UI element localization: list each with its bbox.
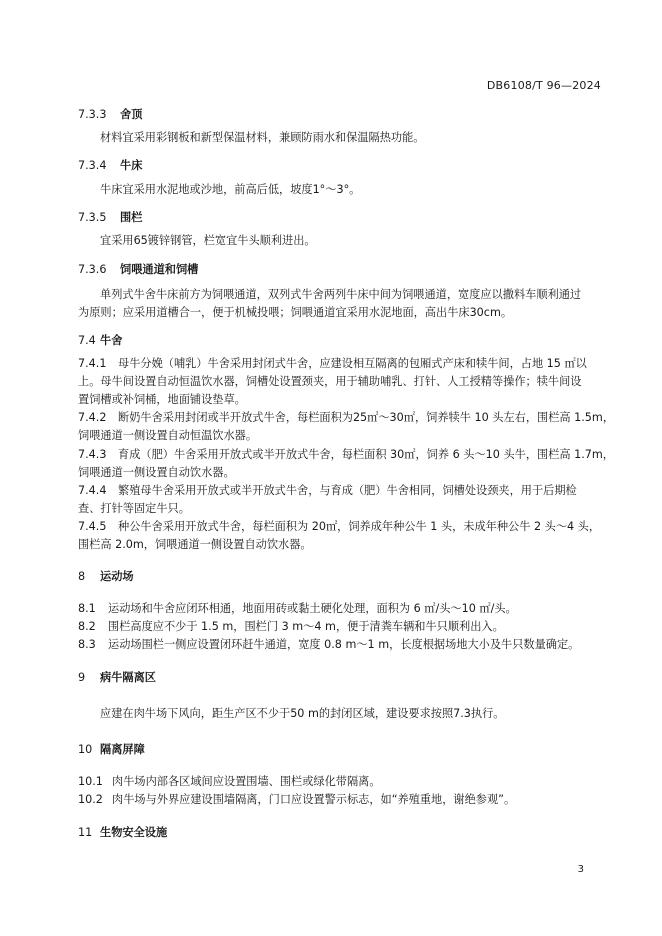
heading-title: 围栏	[120, 211, 143, 224]
clause-line: 育成（肥）牛舍采用开放式或半开放式牛舍，每栏面积 30㎡，饲养 6 头～10 头牛，围栏高 1.7m，	[118, 448, 614, 461]
clause-number: 8.1	[78, 602, 96, 615]
clause-number: 10.1	[78, 775, 103, 788]
heading-7-3-3	[78, 108, 142, 122]
clause-8-2	[78, 620, 504, 634]
heading-number: 7.3.4	[78, 159, 107, 172]
heading-number: 11	[78, 826, 93, 839]
heading-number: 9	[78, 671, 86, 684]
heading-title: 舍顶	[120, 108, 143, 121]
clause-text: 围栏高度应不少于 1.5 m，围栏门 3 m～4 m，便于清粪车辆和牛只顺利出入。	[108, 620, 504, 633]
heading-number: 7.3.6	[78, 263, 107, 276]
heading-10	[78, 743, 145, 757]
clause-number: 7.4.5	[78, 520, 107, 533]
clause-line: 繁殖母牛舍采用开放式或半开放式牛舍，与育成（肥）牛舍相同，饲槽处设颈夹，用于后期检	[118, 484, 577, 497]
heading-title: 牛床	[120, 159, 143, 172]
paragraph: 宜采用65镀锌钢管，栏宽宜牛头顺利进出。	[100, 234, 316, 247]
heading-number: 8	[78, 570, 86, 583]
heading-title: 隔离屏障	[100, 743, 145, 756]
clause-7-4-5	[78, 520, 600, 534]
heading-number: 7.3.3	[78, 108, 107, 121]
clause-10-1	[78, 775, 381, 789]
heading-title: 病牛隔离区	[100, 671, 156, 684]
clause-8-3	[78, 638, 579, 652]
clause-line: 上。母牛间设置自动恒温饮水器，饲槽处设置颈夹，用于辅助哺乳、打针、人工授精等操作；犊牛间设	[78, 375, 582, 388]
clause-10-2	[78, 793, 515, 807]
heading-11	[78, 826, 167, 840]
clause-text: 肉牛场与外界应建设围墙隔离，门口应设置警示标志，如“养殖重地，谢绝参观”。	[112, 793, 516, 806]
heading-number: 7.3.5	[78, 211, 107, 224]
clause-line: 围栏高 2.0m，饲喂通道一侧设置自动饮水器。	[78, 538, 312, 551]
heading-title: 运动场	[100, 570, 134, 583]
clause-number: 8.2	[78, 620, 96, 633]
clause-text: 运动场和牛舍应闭环相通，地面用砖或黏土硬化处理，面积为 6 ㎡/头～10 ㎡/头。	[108, 602, 517, 615]
clause-number: 7.4.1	[78, 357, 107, 370]
clause-8-1	[78, 602, 517, 616]
heading-title: 牛舍	[100, 334, 123, 347]
heading-title: 生物安全设施	[100, 826, 168, 839]
paragraph: 材料宜采用彩钢板和新型保温材料，兼顾防雨水和保温隔热功能。	[100, 131, 425, 144]
clause-number: 7.4.4	[78, 484, 107, 497]
heading-7-4	[78, 334, 122, 348]
heading-number: 10	[78, 743, 93, 756]
document-code: DB6108/T 96—2024	[486, 79, 601, 92]
clause-text: 运动场围栏一侧应设置闭环赶牛通道，宽度 0.8 m～1 m，长度根据场地大小及牛只数量确定。	[108, 638, 580, 651]
heading-number: 7.4	[78, 334, 96, 347]
heading-7-3-5	[78, 211, 142, 225]
clause-number: 7.4.2	[78, 411, 107, 424]
clause-number: 7.4.3	[78, 448, 107, 461]
clause-text: 肉牛场内部各区域间应设置围墙、围栏或绿化带隔离。	[112, 775, 381, 788]
clause-number: 8.3	[78, 638, 96, 651]
heading-9	[78, 671, 156, 685]
clause-number: 10.2	[78, 793, 103, 806]
heading-title: 饲喂通道和饲槽	[120, 263, 199, 276]
clause-line: 断奶牛舍采用封闭或半开放式牛舍，每栏面积为25㎡～30㎡，饲养犊牛 10 头左右，围栏高 1.5m，	[118, 411, 615, 424]
clause-7-4-4	[78, 484, 577, 498]
clause-7-4-1	[78, 357, 587, 371]
heading-7-3-4	[78, 159, 142, 173]
paragraph-line: 为原则；应采用道槽合一，便于机械投喂；饲喂通道宜采用水泥地面，高出牛床30cm。	[78, 306, 513, 319]
clause-line: 查、打针等固定牛只。	[78, 502, 190, 515]
clause-line: 饲喂通道一侧设置自动恒温饮水器。	[78, 429, 258, 442]
clause-line: 母牛分娩（哺乳）牛舍采用封闭式牛舍，应建设相互隔离的包厢式产床和犊牛间，占地 15 ㎡以	[118, 357, 587, 370]
paragraph: 应建在肉牛场下风向，距生产区不少于50 m的封闭区域，建设要求按照7.3执行。	[100, 707, 505, 720]
clause-line: 饲喂通道一侧设置自动饮水器。	[78, 466, 235, 479]
clause-7-4-3	[78, 448, 614, 462]
paragraph-line: 单列式牛舍牛床前方为饲喂通道，双列式牛舍两列牛床中间为饲喂通道，宽度应以撒料车顺利通过	[100, 288, 582, 301]
clause-line: 种公牛舍采用开放式牛舍，每栏面积为 20㎡，饲养成年种公牛 1 头，未成年种公牛 2 头～4 头，	[118, 520, 601, 533]
paragraph: 牛床宜采用水泥地或沙地，前高后低，坡度1°～3°。	[100, 183, 361, 196]
clause-7-4-2	[78, 411, 614, 425]
heading-7-3-6	[78, 263, 198, 277]
page-number: 3	[577, 864, 584, 875]
heading-8	[78, 570, 134, 584]
clause-line: 置饲槽或补饲桶，地面铺设垫草。	[78, 393, 246, 406]
